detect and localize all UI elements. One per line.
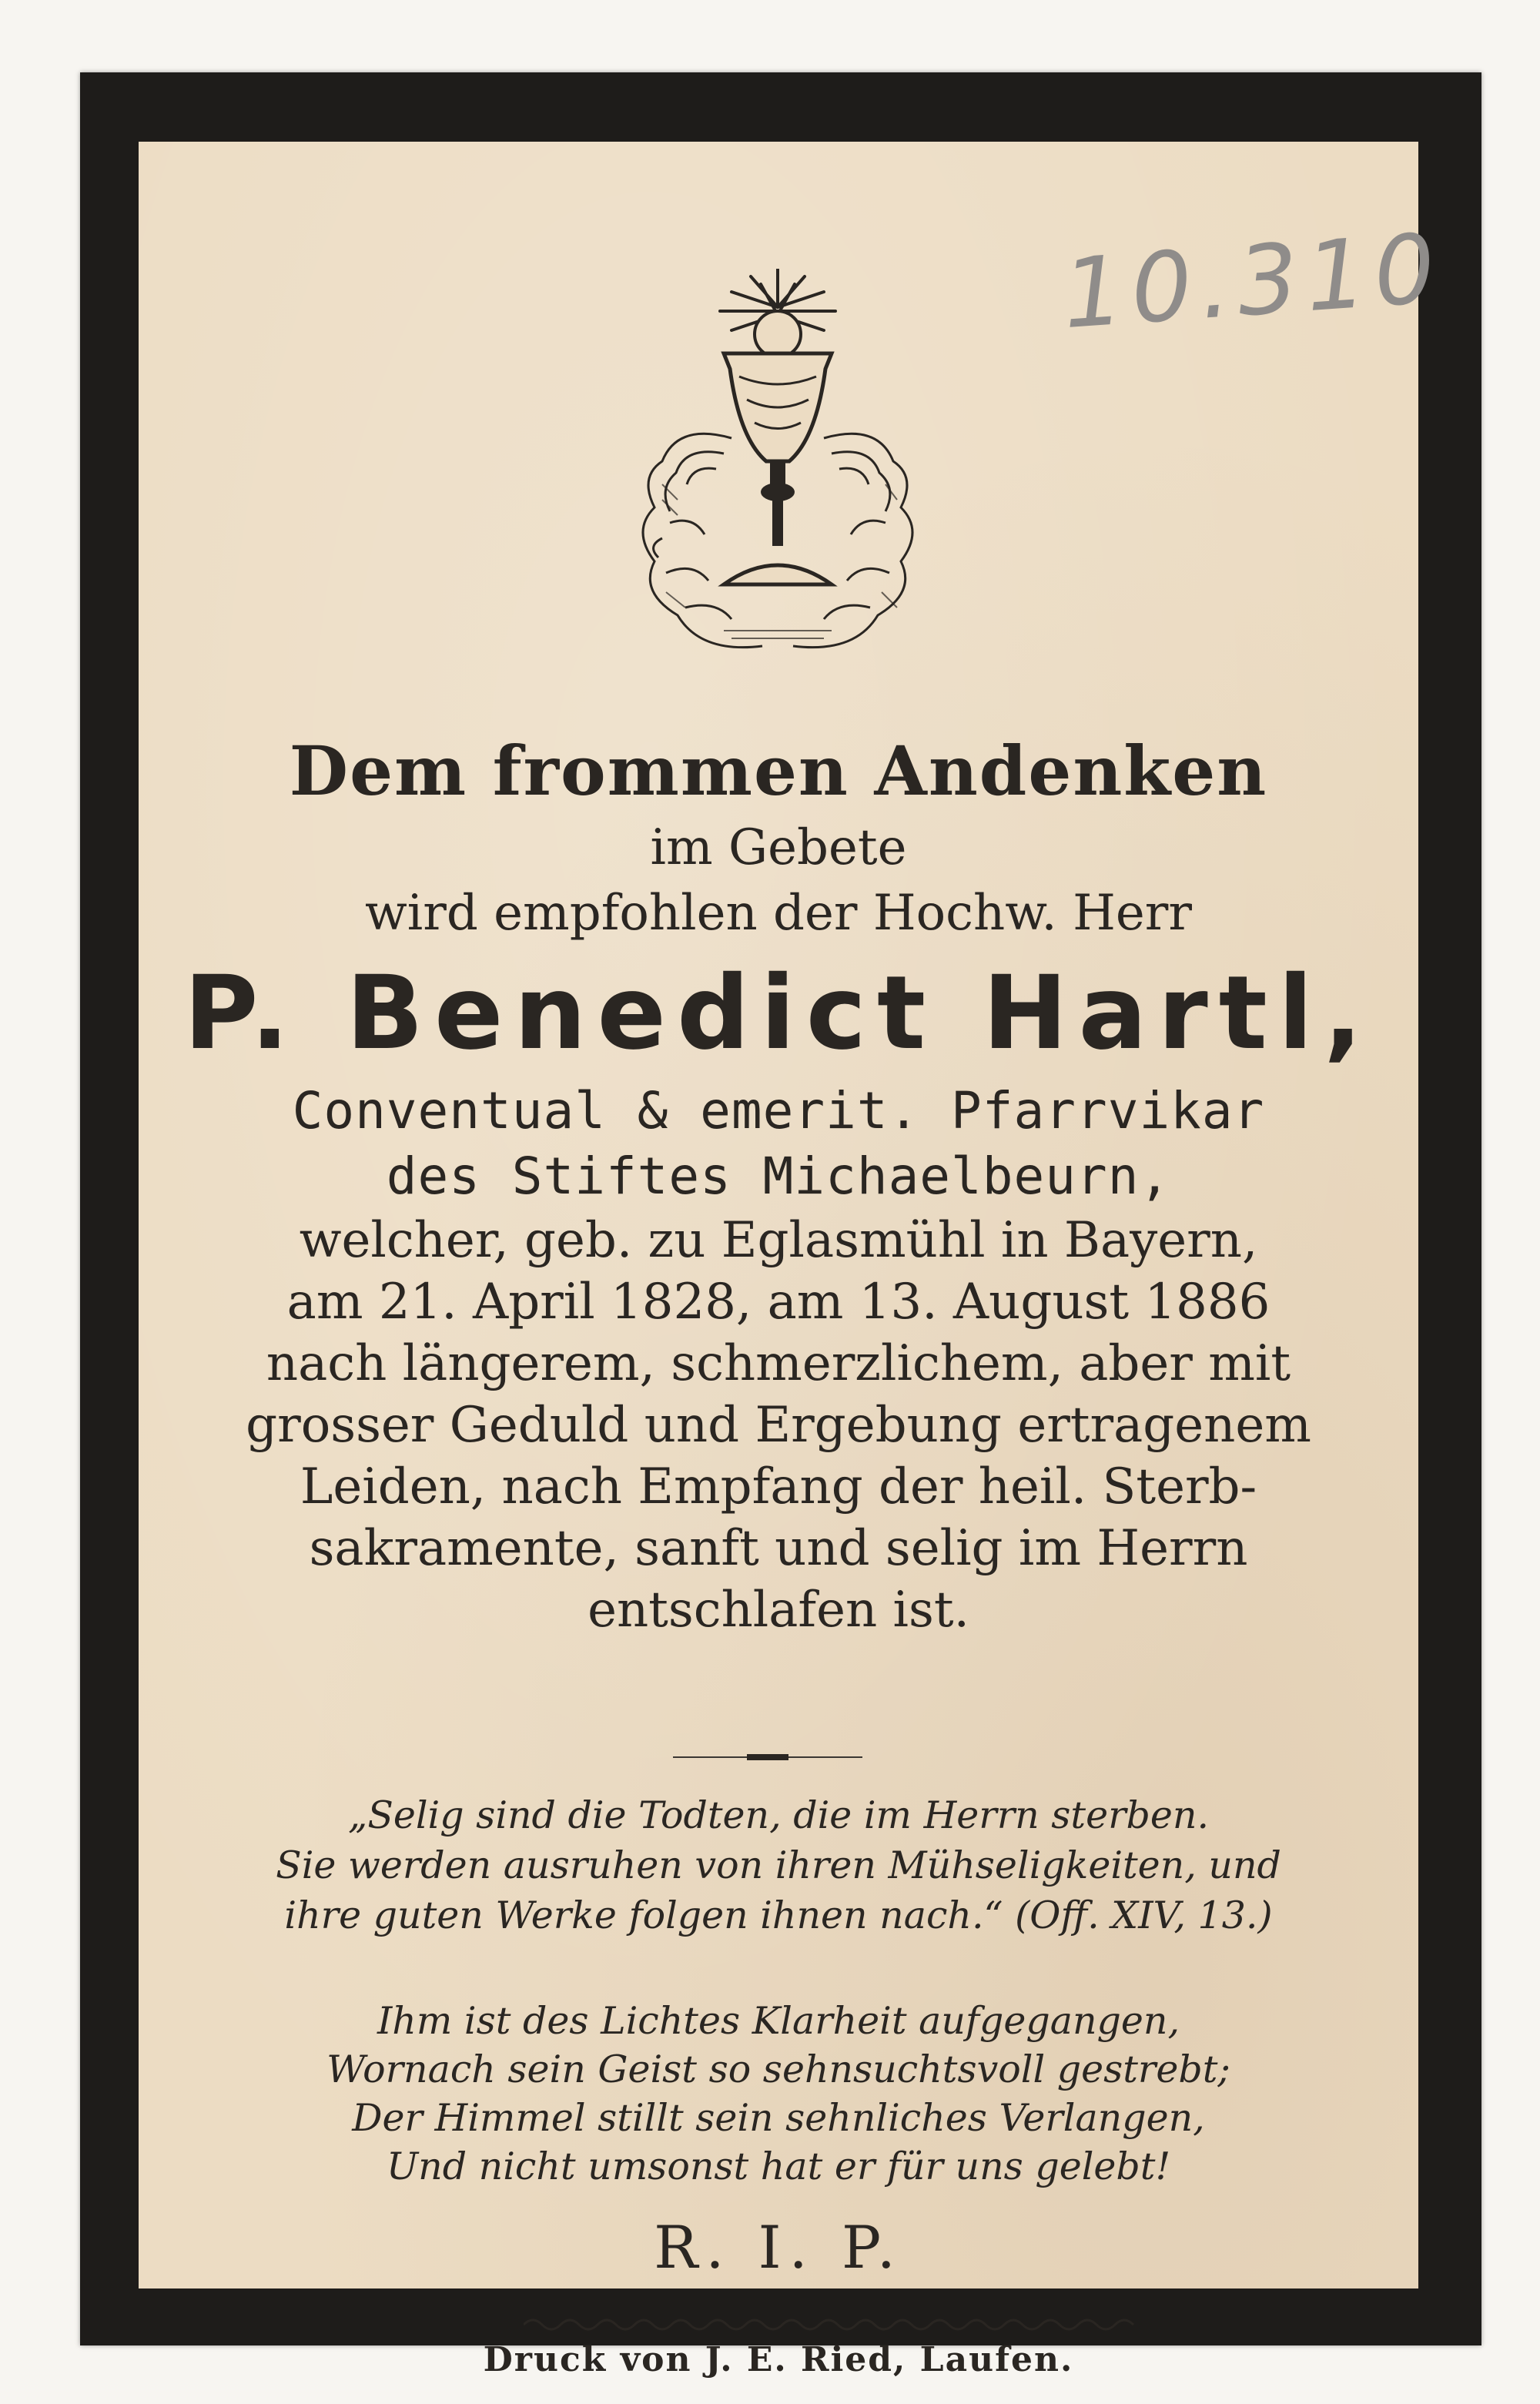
title-line-2: des Stiftes Michaelbeurn, [386,1147,1171,1206]
poem-line: Der Himmel stillt sein sehnliches Verlangen, [352,2096,1205,2140]
line-prayer: im Gebete [650,819,907,876]
body-line: sakramente, sanft und selig im Herrn [309,1520,1248,1577]
inventory-number: 10.310 [1059,213,1447,351]
title-line-1: Conventual & emerit. Pfarrvikar [292,1081,1265,1140]
divider-center [747,1754,788,1760]
heading: Dem frommen Andenken [289,731,1268,811]
scripture-quote-line: ihre guten Werke folgen ihnen nach.“ (Off. XIV, 13.) [284,1893,1273,1937]
body-line: nach längerem, schmerzlichem, aber mit [266,1335,1291,1392]
mourning-card [80,72,1481,2379]
rip-closing: R. I. P. [654,2213,903,2282]
card-paper [139,142,1447,2379]
scripture-quote-line: „Selig sind die Todten, die im Herrn sterben. [347,1793,1210,1837]
body-line: grosser Geduld und Ergebung ertragenem [246,1397,1311,1454]
deceased-name: P. Benedict Hartl, [183,954,1374,1073]
printer-credit: Druck von J. E. Ried, Laufen. [483,2340,1074,2379]
line-recommended: wird empfohlen der Hochw. Herr [365,885,1192,942]
poem-line: Ihm ist des Lichtes Klarheit aufgegangen, [377,1999,1180,2043]
body-line: entschlafen ist. [588,1582,969,1639]
wavy-divider [524,2313,1140,2336]
body-line: welcher, geb. zu Eglasmühl in Bayern, [299,1212,1258,1269]
poem-line: Wornach sein Geist so sehnsuchtsvoll gestrebt; [326,2047,1230,2091]
body-line: am 21. April 1828, am 13. August 1886 [286,1274,1270,1331]
body-line: Leiden, nach Empfang der heil. Sterb- [300,1458,1257,1515]
poem-line: Und nicht umsonst hat er für uns gelebt! [386,2145,1171,2188]
scripture-quote-line: Sie werden ausruhen von ihren Mühseligkeiten, und [276,1843,1281,1887]
chalice-with-host-on-clouds-icon [631,269,924,700]
